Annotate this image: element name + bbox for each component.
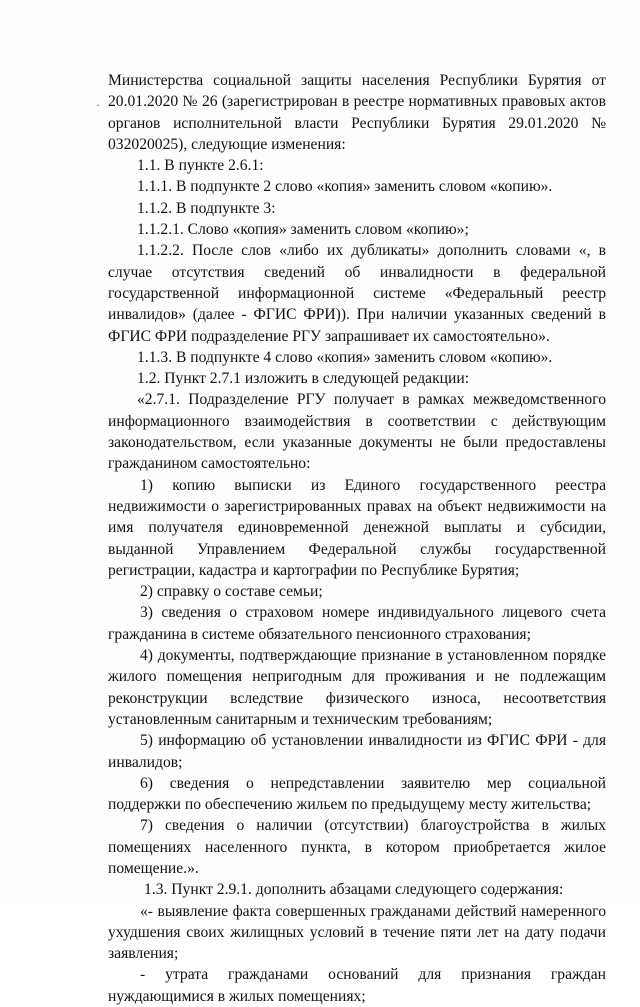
document-body xyxy=(108,70,606,1007)
list-item-5: 5) информацию об установлении инвалидности из ФГИС ФРИ - для инвалидов; xyxy=(108,732,606,771)
paragraph-1-1-2-1: 1.1.2.1. Слово «копия» заменить словом «копию»; xyxy=(137,221,469,239)
paragraph-intro: Министерства социальной защиты населения Республики Бурятия от 20.01.2020 № 26 (зарегистрирован в реестре нормативных правовых актов органов исполнительной власти Республики Бурятия 29.01.2020 № 032020025), следующие изменения: xyxy=(108,72,606,153)
paragraph-1-1-3: 1.1.3. В подпункте 4 слово «копия» заменить словом «копию». xyxy=(137,348,553,366)
paragraph-1-2: 1.2. Пункт 2.7.1 изложить в следующей редакции: xyxy=(137,370,470,388)
list-item-1: 1) копию выписки из Единого государственного реестра недвижимости о зарегистрированных правах на объект недвижимости на имя получателя единовременной денежной выплаты и субсидии, выданной Управлением Федеральной службы государственной регистрации, кадастра и картографии по Республике Бурятия; xyxy=(108,476,606,579)
list-item-2: 2) справку о составе семьи; xyxy=(140,583,323,601)
paragraph-1-1: 1.1. В пункте 2.6.1: xyxy=(137,157,264,175)
added-item-2: - утрата гражданами оснований для признания граждан нуждающимися в жилых помещениях; xyxy=(108,966,606,1005)
list-item-4: 4) документы, подтверждающие признание в установленном порядке жилого помещения непригодным для проживания и не подлежащим реконструкции вследствие физического износа, несоответствия установленным санитарным и техническим требованиям; xyxy=(108,647,606,728)
paragraph-2-7-1: «2.7.1. Подразделение РГУ получает в рамках межведомственного информационного взаимодействия в соответствии с действующим законодательством, если указанные документы не были предоставлены гражданином самостоятельно: xyxy=(108,391,606,473)
list-item-3: 3) сведения о страховом номере индивидуального лицевого счета гражданина в системе обязательного пенсионного страхования; xyxy=(108,604,606,643)
scan-artifact-mark: · xyxy=(96,98,100,112)
paragraph-1-1-1: 1.1.1. В подпункте 2 слово «копия» заменить словом «копию». xyxy=(137,178,553,196)
paragraph-1-1-2-2: 1.1.2.2. После слов «либо их дубликаты» дополнить словами «, в случае отсутствия сведений об инвалидности в федеральной государственной информационной системе «Федеральный реестр инвалидов» (далее - ФГИС ФРИ)). При наличии указанных сведений в ФГИС ФРИ подразделение РГУ запрашивает их самостоятельно». xyxy=(108,242,606,345)
added-item-1: «- выявление факта совершенных гражданами действий намеренного ухудшения своих жилищных условий в течение пяти лет на дату подачи заявления; xyxy=(108,902,606,963)
list-item-7: 7) сведения о наличии (отсутствии) благоустройства в жилых помещениях населенного пункта, в котором приобретается жилое помещение.». xyxy=(108,817,606,877)
list-item-6: 6) сведения о непредставлении заявителю мер социальной поддержки по обеспечению жильем по предыдущему месту жительства; xyxy=(108,774,606,814)
paragraph-1-3: 1.3. Пункт 2.9.1. дополнить абзацами следующего содержания: xyxy=(144,881,564,899)
paragraph-1-1-2: 1.1.2. В подпункте 3: xyxy=(137,199,276,217)
